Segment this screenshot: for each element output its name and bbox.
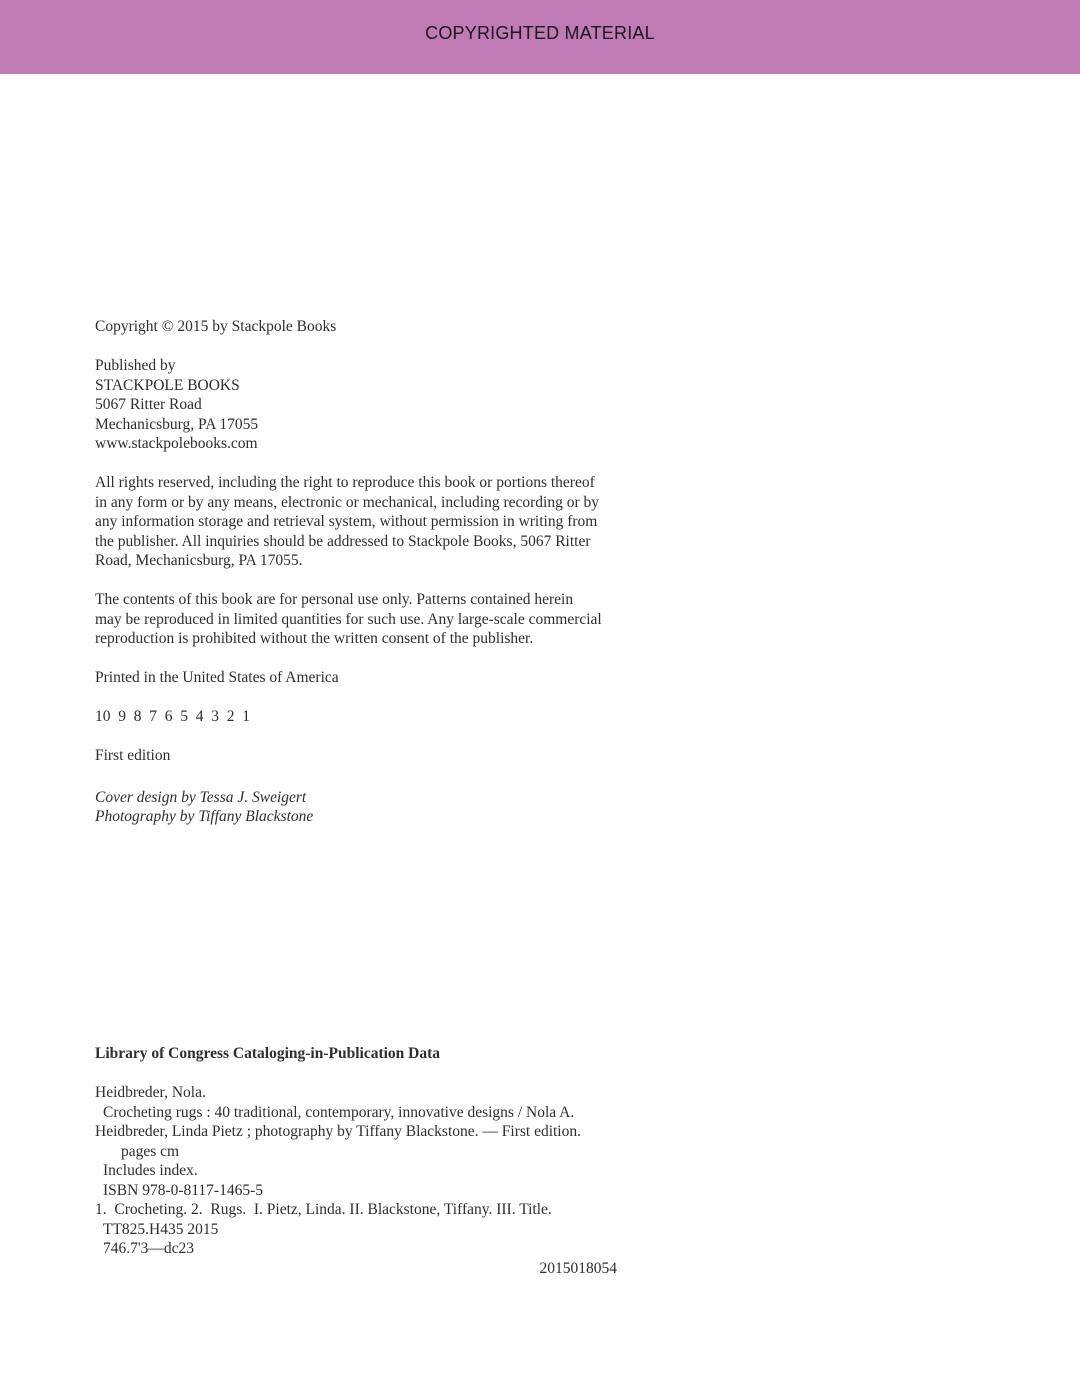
edition: First edition (95, 747, 171, 764)
cip-title-line: Heidbreder, Linda Pietz ; photography by Tiffany Blackstone. — First edition. (95, 1123, 581, 1140)
rights-line: any information storage and retrieval system, without permission in writing from (95, 513, 598, 530)
cip-author: Heidbreder, Nola. (95, 1084, 206, 1101)
rights-line: in any form or by any means, electronic or mechanical, including recording or by (95, 493, 600, 511)
copyright-banner (0, 0, 1080, 74)
cip-lccn: 2015018054 (539, 1259, 617, 1277)
rights-line: the publisher. All inquiries should be addressed to Stackpole Books, 5067 Ritter (95, 532, 591, 550)
publisher-intro: Published by (95, 357, 176, 374)
publisher-name: STACKPOLE BOOKS (95, 376, 240, 394)
publisher-block (95, 356, 625, 454)
photography-credit: Photography by Tiffany Blackstone (95, 808, 314, 825)
rights-line: All rights reserved, including the right to reproduce this book or portions thereof (95, 474, 595, 491)
copyright-page-body (95, 317, 625, 827)
cip-dewey: 746.7'3—dc23 (103, 1240, 195, 1257)
print-line: 10 9 8 7 6 5 4 3 2 1 (95, 708, 250, 725)
cover-credit: Cover design by Tessa J. Sweigert (95, 788, 307, 806)
usage-line: The contents of this book are for personal use only. Patterns contained herein (95, 591, 574, 608)
copyright-notice: Copyright © 2015 by Stackpole Books (95, 318, 337, 335)
usage-line: reproduction is prohibited without the written consent of the publisher. (95, 630, 534, 647)
cip-lc-class: TT825.H435 2015 (103, 1220, 219, 1238)
credits-block (95, 788, 625, 827)
cip-pages: pages cm (121, 1142, 180, 1160)
cip-index: Includes index. (103, 1162, 198, 1179)
rights-line: Road, Mechanicsburg, PA 17055. (95, 552, 303, 569)
publisher-city: Mechanicsburg, PA 17055 (95, 415, 259, 433)
cip-title-line: Crocheting rugs : 40 traditional, contemporary, innovative designs / Nola A. (103, 1103, 575, 1121)
cip-block (95, 1044, 625, 1278)
printed-in: Printed in the United States of America (95, 669, 339, 686)
banner-text: COPYRIGHTED MATERIAL (425, 23, 655, 43)
cip-isbn: ISBN 978-0-8117-1465-5 (103, 1181, 264, 1199)
cip-record (95, 1083, 625, 1278)
publisher-website: www.stackpolebooks.com (95, 435, 258, 452)
usage-paragraph (95, 590, 625, 649)
cip-heading: Library of Congress Cataloging-in-Publication Data (95, 1045, 441, 1062)
cip-subjects: 1. Crocheting. 2. Rugs. I. Pietz, Linda. II. Blackstone, Tiffany. III. Title. (95, 1201, 552, 1218)
publisher-street: 5067 Ritter Road (95, 396, 202, 413)
rights-paragraph (95, 473, 625, 571)
usage-line: may be reproduced in limited quantities for such use. Any large-scale commercial (95, 610, 602, 628)
